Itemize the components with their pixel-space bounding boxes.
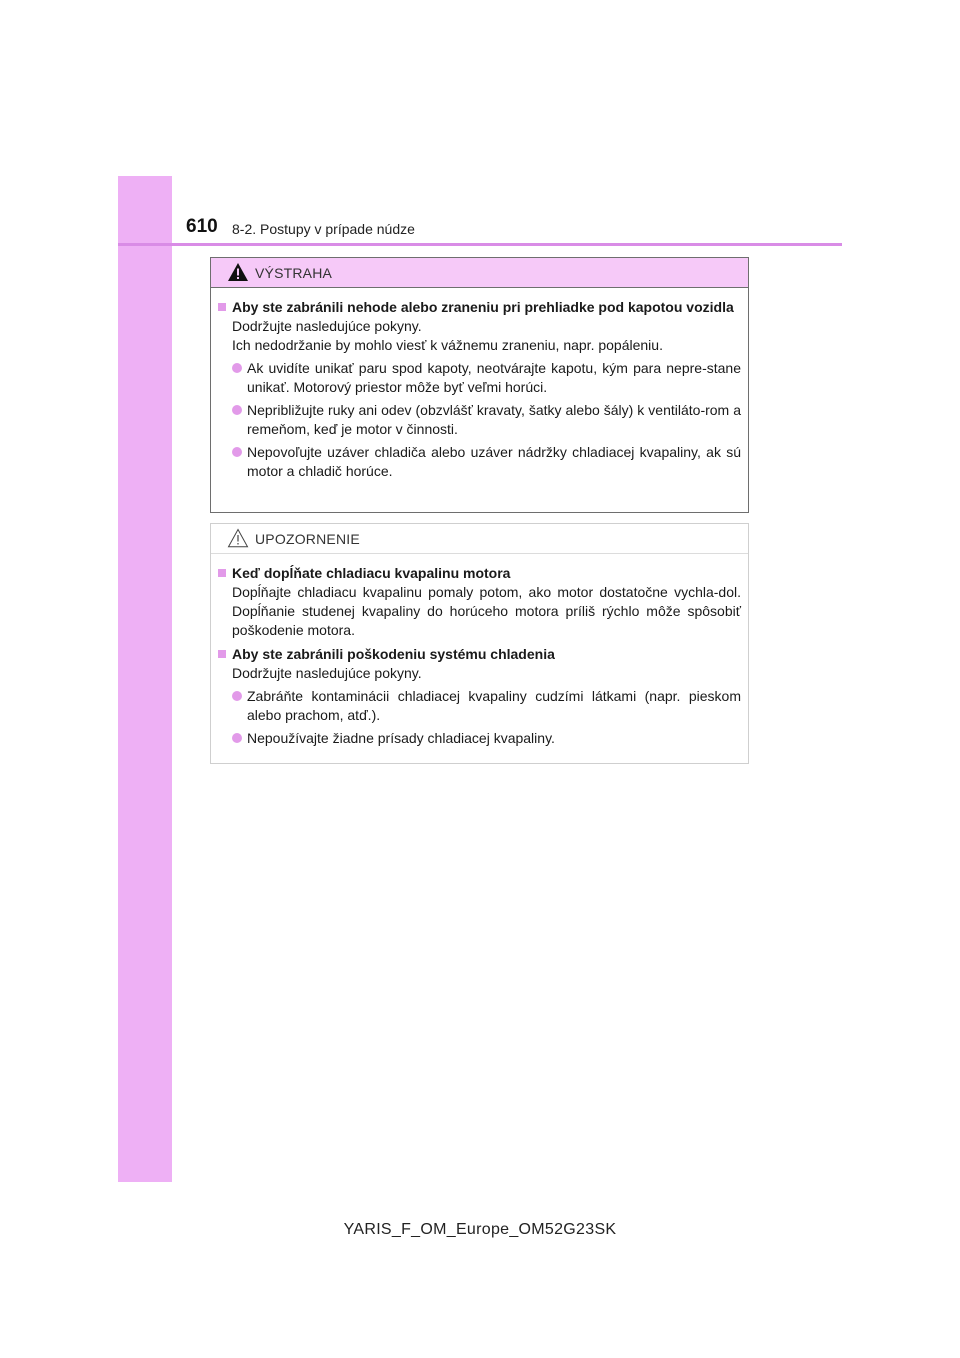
notice-label: UPOZORNENIE bbox=[255, 531, 360, 547]
circle-bullet-icon bbox=[232, 733, 242, 743]
section-title: 8-2. Postupy v prípade núdze bbox=[232, 221, 415, 237]
list-item: Nepovoľujte uzáver chladiča alebo uzáver nádržky chladiacej kvapaliny, ak sú motor a chladič horúce. bbox=[218, 443, 741, 481]
warning-header bbox=[211, 258, 748, 288]
warning-box bbox=[210, 257, 749, 513]
warning-label: VÝSTRAHA bbox=[255, 265, 333, 281]
warning-triangle-icon bbox=[227, 262, 249, 282]
page-number: 610 bbox=[186, 216, 218, 237]
document-code: YARIS_F_OM_Europe_OM52G23SK bbox=[343, 1221, 617, 1238]
circle-bullet-icon bbox=[232, 405, 242, 415]
square-bullet-icon bbox=[218, 303, 226, 311]
circle-bullet-icon bbox=[232, 447, 242, 457]
circle-bullet-icon bbox=[232, 691, 242, 701]
sidebar-tab bbox=[118, 176, 172, 1182]
notice-box bbox=[210, 523, 749, 764]
warning-line-1: Dodržujte nasledujúce pokyny. bbox=[232, 318, 422, 334]
notice-text-1: Dopĺňajte chladiacu kvapalinu pomaly potom, ako motor dostatočne vychla-dol. Dopĺňanie studenej kvapaliny do horúceho motora príliš rýchlo môže spôsobiť poškodenie motora. bbox=[232, 584, 741, 638]
notice-text-2: Dodržujte nasledujúce pokyny. bbox=[232, 665, 422, 681]
notice-body bbox=[211, 554, 748, 748]
header-rule bbox=[118, 243, 842, 246]
square-bullet-icon bbox=[218, 650, 226, 658]
notice-header bbox=[211, 524, 748, 554]
circle-bullet-icon bbox=[232, 363, 242, 373]
notice-heading-1: Keď dopĺňate chladiacu kvapalinu motora bbox=[218, 564, 741, 583]
list-item: Nepoužívajte žiadne prísady chladiacej kvapaliny. bbox=[218, 729, 741, 748]
square-bullet-icon bbox=[218, 569, 226, 577]
list-item: Nepribližujte ruky ani odev (obzvlášť kravaty, šatky alebo šály) k ventiláto-rom a remeňom, keď je motor v činnosti. bbox=[218, 401, 741, 439]
list-item: Ak uvidíte unikať paru spod kapoty, neotvárajte kapotu, kým para nepre-stane unikať. Motorový priestor môže byť veľmi horúci. bbox=[218, 359, 741, 397]
notice-heading-2: Aby ste zabránili poškodeniu systému chladenia bbox=[218, 645, 741, 664]
warning-body bbox=[211, 288, 748, 481]
warning-heading: Aby ste zabránili nehode alebo zraneniu pri prehliadke pod kapotou vozidla bbox=[218, 298, 741, 317]
list-item: Zabráňte kontaminácii chladiacej kvapaliny cudzími látkami (napr. pieskom alebo prachom, atď.). bbox=[218, 687, 741, 725]
caution-triangle-icon bbox=[227, 528, 249, 548]
warning-line-2: Ich nedodržanie by mohlo viesť k vážnemu zraneniu, napr. popáleniu. bbox=[232, 337, 663, 353]
